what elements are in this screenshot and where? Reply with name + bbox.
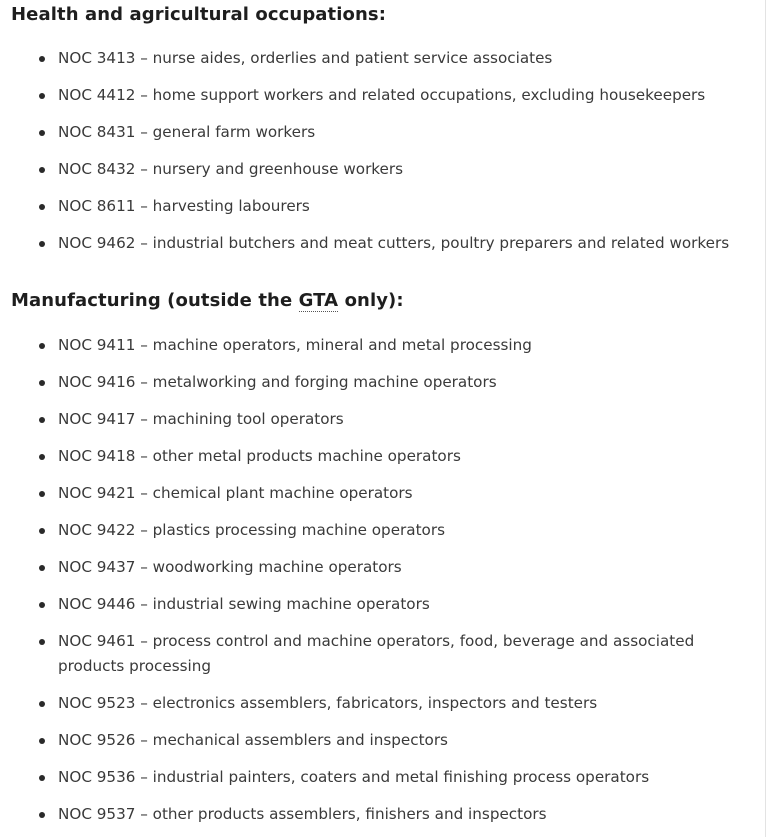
- list-item: [0, 629, 768, 679]
- list-item: [0, 802, 768, 827]
- list-item: [0, 691, 768, 716]
- list-item: [0, 46, 768, 71]
- bullet-icon: [39, 565, 45, 571]
- bullet-icon: [39, 380, 45, 386]
- item-text: NOC 9536 – industrial painters, coaters and metal finishing process operators: [58, 768, 650, 786]
- bullet-icon: [39, 454, 45, 460]
- list-item: [0, 194, 768, 219]
- list-item: [0, 592, 768, 617]
- bullet-icon: [39, 56, 45, 62]
- item-text: NOC 9437 – woodworking machine operators: [58, 558, 402, 576]
- list-item: [0, 333, 768, 358]
- item-text: NOC 4412 – home support workers and related occupations, excluding housekeepers: [58, 86, 706, 104]
- list-item: [0, 765, 768, 790]
- health-occupations-list: [0, 46, 768, 256]
- item-text: NOC 9418 – other metal products machine operators: [58, 447, 461, 465]
- heading-text: Health and agricultural occupations:: [11, 4, 387, 25]
- item-text: NOC 8611 – harvesting labourers: [58, 197, 310, 215]
- bullet-icon: [39, 639, 45, 645]
- item-text: NOC 9446 – industrial sewing machine operators: [58, 595, 430, 613]
- item-text: NOC 9537 – other products assemblers, finishers and inspectors: [58, 805, 547, 823]
- list-item: [0, 518, 768, 543]
- bullet-icon: [39, 204, 45, 210]
- item-text: NOC 9421 – chemical plant machine operators: [58, 484, 413, 502]
- section-heading-health: [11, 4, 386, 25]
- bullet-icon: [39, 491, 45, 497]
- item-text: NOC 9523 – electronics assemblers, fabricators, inspectors and testers: [58, 694, 598, 712]
- list-item: [0, 407, 768, 432]
- item-text: NOC 9462 – industrial butchers and meat cutters, poultry preparers and related workers: [58, 234, 730, 252]
- bullet-icon: [39, 701, 45, 707]
- item-text: NOC 8432 – nursery and greenhouse workers: [58, 160, 404, 178]
- bullet-icon: [39, 738, 45, 744]
- bullet-icon: [39, 528, 45, 534]
- item-text: NOC 9422 – plastics processing machine operators: [58, 521, 445, 539]
- bullet-icon: [39, 417, 45, 423]
- manufacturing-occupations-list: [0, 333, 768, 827]
- item-text: NOC 9411 – machine operators, mineral and metal processing: [58, 336, 532, 354]
- item-text: NOC 9416 – metalworking and forging machine operators: [58, 373, 497, 391]
- bullet-icon: [39, 775, 45, 781]
- list-item: [0, 231, 768, 256]
- item-text: NOC 3413 – nurse aides, orderlies and patient service associates: [58, 49, 553, 67]
- bullet-icon: [39, 130, 45, 136]
- bullet-icon: [39, 167, 45, 173]
- list-item: [0, 370, 768, 395]
- heading-text-start: Manufacturing (outside the: [11, 290, 299, 311]
- list-item: [0, 555, 768, 580]
- bullet-icon: [39, 812, 45, 818]
- item-text: NOC 8431 – general farm workers: [58, 123, 316, 141]
- bullet-icon: [39, 241, 45, 247]
- list-item: [0, 120, 768, 145]
- item-text: NOC 9461 – process control and machine operators, food, beverage and associated products processing: [58, 632, 695, 675]
- bullet-icon: [39, 602, 45, 608]
- item-text: NOC 9417 – machining tool operators: [58, 410, 344, 428]
- list-item: [0, 728, 768, 753]
- bullet-icon: [39, 343, 45, 349]
- list-item: [0, 444, 768, 469]
- section-heading-manufacturing: [11, 290, 404, 311]
- heading-text-end: only):: [338, 290, 404, 311]
- list-item: [0, 157, 768, 182]
- bullet-icon: [39, 93, 45, 99]
- list-item: [0, 83, 768, 108]
- list-item: [0, 481, 768, 506]
- item-text: NOC 9526 – mechanical assemblers and inspectors: [58, 731, 448, 749]
- gta-abbreviation: GTA: [298, 290, 339, 311]
